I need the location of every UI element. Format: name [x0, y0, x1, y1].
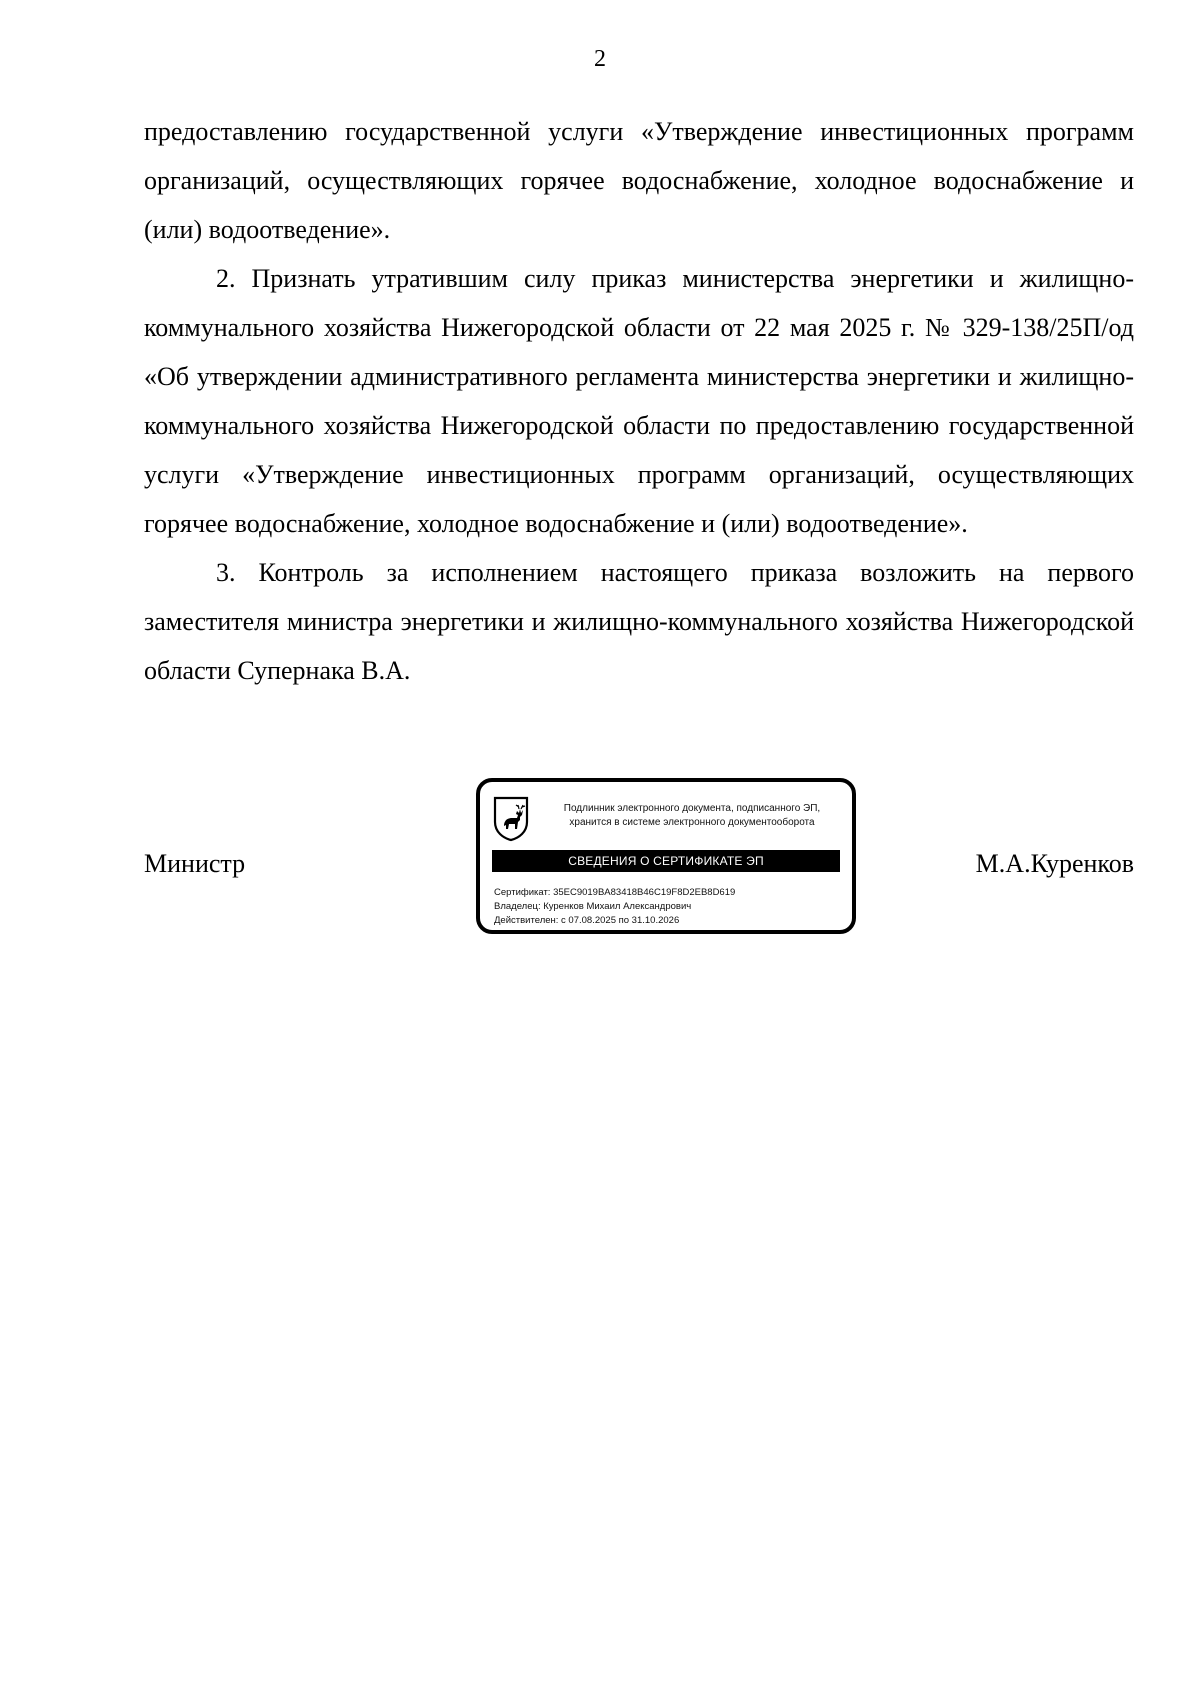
paragraph-item-3: 3. Контроль за исполнением настоящего приказа возложить на первого заместителя министра энергетики и жилищно-коммунального хозяйства Нижегородской области Супернака В.А.: [144, 558, 1134, 685]
stamp-note-line: Подлинник электронного документа, подписанного ЭП,: [563, 803, 821, 814]
certificate-details: [494, 886, 844, 928]
signatory-name: М.А.Куренков: [975, 849, 1134, 878]
paragraph-continuation: предоставлению государственной услуги «Утверждение инвестиционных программ организаций, осуществляющих горячее водоснабжение, холодное водоснабжение и (или) водоотведение».: [144, 117, 1134, 244]
certificate-validity: Действителен: с 07.08.2025 по 31.10.2026: [494, 915, 680, 926]
document-body: [144, 107, 1134, 695]
stamp-note-line: хранится в системе электронного документооборота: [569, 817, 815, 828]
certificate-owner: Владелец: Куренков Михаил Александрович: [494, 901, 692, 912]
deer-crest-icon: [492, 796, 530, 842]
signatory-title: Министр: [144, 849, 246, 878]
certificate-banner: СВЕДЕНИЯ О СЕРТИФИКАТЕ ЭП: [492, 850, 840, 872]
signature-block: [144, 778, 1134, 958]
electronic-signature-stamp: [476, 778, 856, 934]
stamp-note: [542, 802, 842, 830]
paragraph-item-2: 2. Признать утратившим силу приказ министерства энергетики и жилищно-коммунального хозяйства Нижегородской области от 22 мая 2025 г. № 329-138/25П/од «Об утверждении административного регламента министерства энергетики и жилищно-коммунального хозяйства Нижегородской области по предоставлению государственной услуги «Утверждение инвестиционных программ организаций, осуществляющих горячее водоснабжение, холодное водоснабжение и (или) водоотведение».: [144, 264, 1134, 538]
certificate-number: Сертификат: 35EC9019BA83418B46C19F8D2EB8D619: [494, 887, 736, 898]
page-number: 2: [594, 46, 606, 72]
